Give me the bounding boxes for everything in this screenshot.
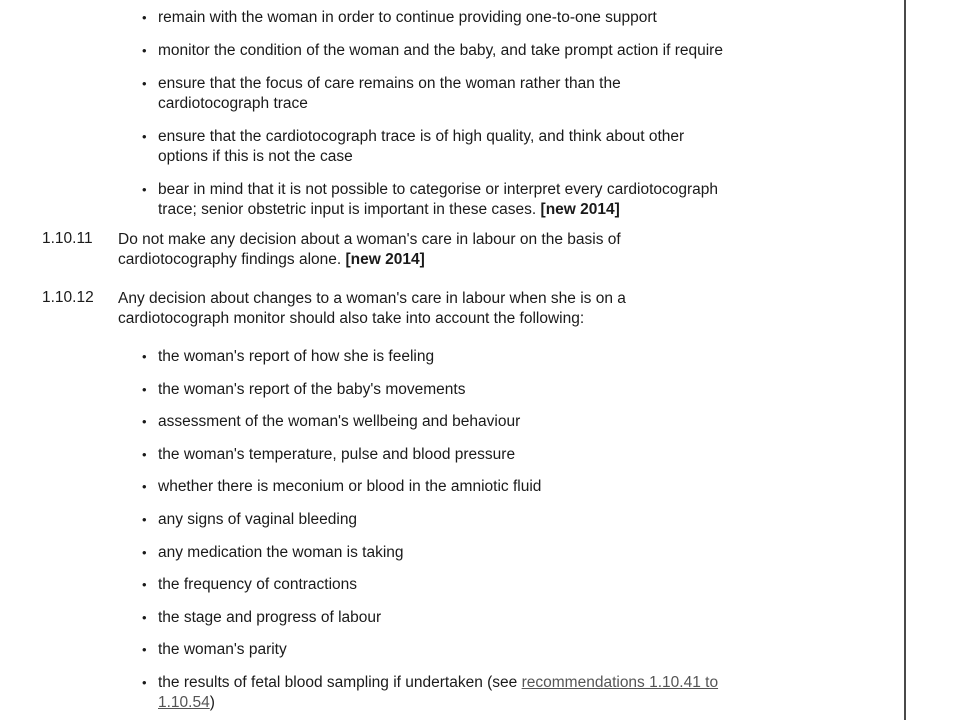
list-item-text: the woman's parity <box>158 641 287 659</box>
list-item <box>142 180 904 220</box>
list-item <box>142 640 904 660</box>
list-item <box>142 347 904 367</box>
bullet-icon: • <box>142 10 147 25</box>
closing-paren: ) <box>209 693 215 711</box>
recommendation-number: 1.10.11 <box>42 230 93 247</box>
list-item-text: the results of fetal blood sampling if undertaken (see <box>158 673 518 691</box>
page-edge-divider <box>904 0 906 720</box>
list-item <box>142 74 904 114</box>
bullet-icon: • <box>142 511 147 527</box>
list-item <box>142 8 904 28</box>
list-item-text: any medication the woman is taking <box>158 543 404 561</box>
bottom-bullet-list <box>142 347 904 713</box>
bullet-icon: • <box>142 674 147 690</box>
bullet-icon: • <box>142 479 147 495</box>
list-item <box>142 412 904 432</box>
bullet-icon: • <box>142 129 147 144</box>
bullet-icon: • <box>142 182 147 197</box>
list-item-text-line1 <box>158 673 904 693</box>
recommendation-number: 1.10.12 <box>42 289 94 306</box>
recommendations-link-continued[interactable]: 1.10.54 <box>158 693 210 711</box>
list-item-text: trace; senior obstetric input is important in these cases. <box>158 201 537 218</box>
list-item <box>142 575 904 595</box>
bullet-icon: • <box>142 642 147 658</box>
bullet-icon: • <box>142 349 147 364</box>
list-item <box>142 380 904 400</box>
list-item-text: the stage and progress of labour <box>158 608 382 626</box>
recommendation-text-line1: Any decision about changes to a woman's care in labour when she is on a <box>118 290 626 307</box>
top-bullet-list <box>142 8 904 220</box>
list-item-text: assessment of the woman's wellbeing and behaviour <box>158 413 521 431</box>
list-item <box>142 673 904 713</box>
list-item-text-line2: options if this is not the case <box>158 148 353 165</box>
list-item-text: the woman's report of the baby's movements <box>158 380 466 398</box>
recommendation-text <box>118 230 818 270</box>
bullet-icon: • <box>142 76 147 91</box>
new-2014-tag: [new 2014] <box>345 251 425 268</box>
bullet-icon: • <box>142 446 147 462</box>
new-2014-tag: [new 2014] <box>540 201 620 218</box>
list-item <box>142 41 904 61</box>
recommendation-text-line1: Do not make any decision about a woman's care in labour on the basis of <box>118 231 621 248</box>
list-item <box>142 445 904 465</box>
bullet-icon: • <box>142 414 147 430</box>
list-item-text-line2 <box>158 693 904 713</box>
list-item <box>142 127 904 167</box>
bullet-icon: • <box>142 381 147 397</box>
bullet-icon: • <box>142 609 147 625</box>
list-item-text: monitor the condition of the woman and the baby, and take prompt action if require <box>158 42 723 59</box>
list-item-text: remain with the woman in order to continue providing one-to-one support <box>158 9 657 26</box>
list-item-text: the woman's report of how she is feeling <box>158 348 435 365</box>
bullet-icon: • <box>142 43 147 58</box>
recommendation-text-part: cardiotocography findings alone. <box>118 251 342 268</box>
recommendations-link[interactable]: recommendations 1.10.41 to <box>521 673 719 691</box>
recommendation-text-line2 <box>118 250 818 270</box>
list-item-text-line1: bear in mind that it is not possible to categorise or interpret every cardiotocograph <box>158 181 719 198</box>
list-item-text-line2 <box>158 200 904 220</box>
list-item-text-line1: ensure that the focus of care remains on the woman rather than the <box>158 75 621 92</box>
recommendation-text-line2: cardiotocograph monitor should also take into account the following: <box>118 310 585 327</box>
list-item-text-line1: ensure that the cardiotocograph trace is of high quality, and think about other <box>158 128 685 145</box>
list-item <box>142 608 904 628</box>
list-item <box>142 543 904 563</box>
list-item-text: the woman's temperature, pulse and blood pressure <box>158 445 516 463</box>
list-item <box>142 477 904 497</box>
list-item-text: whether there is meconium or blood in the amniotic fluid <box>158 478 542 496</box>
list-item <box>142 510 904 530</box>
list-item-text: any signs of vaginal bleeding <box>158 510 358 528</box>
bullet-icon: • <box>142 544 147 560</box>
recommendation-text <box>118 289 818 329</box>
list-item-text-line2: cardiotocograph trace <box>158 95 308 112</box>
list-item-text: the frequency of contractions <box>158 576 358 594</box>
bullet-icon: • <box>142 577 147 593</box>
